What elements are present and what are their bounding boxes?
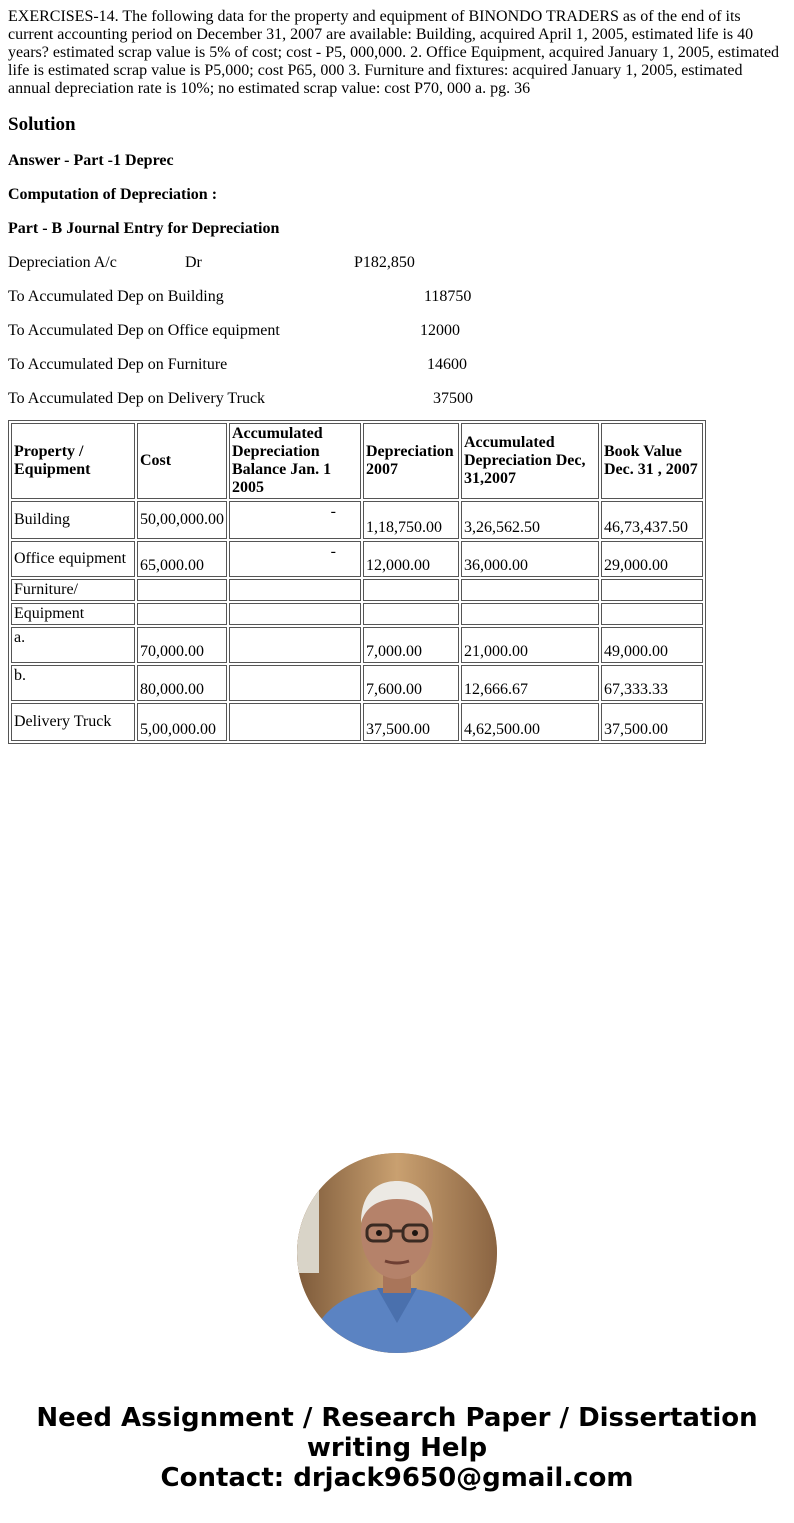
cell: 12,000.00 [363,541,459,577]
table-row [11,703,703,741]
credit-amount: 12000 [420,322,460,339]
depreciation-table [8,420,706,744]
table-row [11,603,703,625]
header-book-value: Book Value Dec. 31 , 2007 [601,423,703,499]
cell: 50,00,000.00 [137,501,227,539]
journal-credit-line [8,356,786,374]
cell [601,603,703,625]
cell: 67,333.33 [601,665,703,701]
contact-banner [0,1403,794,1493]
cell [461,603,599,625]
contact-email[interactable]: Contact: drjack9650@gmail.com [160,1463,634,1493]
credit-account: To Accumulated Dep on Delivery Truck [8,390,266,407]
table-row [11,541,703,577]
credit-account: To Accumulated Dep on Furniture [8,356,228,373]
cell: 21,000.00 [461,627,599,663]
cell [229,627,361,663]
solution-heading: Solution [8,114,76,135]
credit-amount: 14600 [427,356,467,373]
cell [363,603,459,625]
cell: Furniture/ [11,579,135,601]
journal-credit-line [8,288,786,306]
cell: Delivery Truck [11,703,135,741]
debit-dr: Dr [185,254,202,271]
cell: 29,000.00 [601,541,703,577]
table-header-row [11,423,703,499]
header-property: Property / Equipment [11,423,135,499]
cell: Equipment [11,603,135,625]
cell [601,579,703,601]
cell [229,703,361,741]
cell: 46,73,437.50 [601,501,703,539]
header-acc-dep-dec: Accumulated Depreciation Dec, 31,2007 [461,423,599,499]
cta-line: writing Help [306,1433,488,1463]
cell: - [229,501,361,539]
cell: b. [11,665,135,701]
header-dep-2007: Depreciation 2007 [363,423,459,499]
table-row [11,627,703,663]
journal-heading: Part - B Journal Entry for Depreciation [8,220,280,237]
cell: 65,000.00 [137,541,227,577]
header-acc-dep-jan: Accumulated Depreciation Balance Jan. 1 2005 [229,423,361,499]
cell: 12,666.67 [461,665,599,701]
cell: 37,500.00 [363,703,459,741]
cell: a. [11,627,135,663]
cell [229,603,361,625]
cell [137,603,227,625]
cell: Building [11,501,135,539]
credit-account: To Accumulated Dep on Building [8,288,224,305]
document-body [0,0,794,744]
cell: 70,000.00 [137,627,227,663]
cell [229,665,361,701]
cell [229,579,361,601]
author-photo-block [0,1153,794,1353]
cell [137,579,227,601]
credit-amount: 118750 [424,288,472,305]
credit-amount: 37500 [433,390,473,407]
cell [461,579,599,601]
computation-heading: Computation of Depreciation : [8,186,218,203]
cell: 36,000.00 [461,541,599,577]
answer-heading: Answer - Part -1 Deprec [8,152,174,169]
debit-amount: P182,850 [354,254,415,271]
journal-credit-line [8,322,786,340]
journal-debit-line [8,254,786,272]
cell: 7,600.00 [363,665,459,701]
cell: 1,18,750.00 [363,501,459,539]
cell: 80,000.00 [137,665,227,701]
debit-account: Depreciation A/c [8,254,117,271]
credit-account: To Accumulated Dep on Office equipment [8,322,280,339]
cell: Office equipment [11,541,135,577]
cta-line: Need Assignment / Research Paper / Dissertation [36,1403,758,1433]
cell: 49,000.00 [601,627,703,663]
header-cost: Cost [137,423,227,499]
cell: - [229,541,361,577]
cell: 5,00,000.00 [137,703,227,741]
table-row [11,501,703,539]
author-portrait-icon [297,1153,497,1353]
cell [363,579,459,601]
cell: 4,62,500.00 [461,703,599,741]
journal-credit-line [8,390,786,408]
exercise-question: EXERCISES-14. The following data for the property and equipment of BINONDO TRADERS as of the end of its current accounting period on December 31, 2007 are available: Building, acquired April 1, 2005, estimated life is 40 years? estimated scrap value is 5% of cost; cost - P5, 000,000. 2. Office Equipment, acquired January 1, 2005, estimated life is estimated scrap value is P5,000; cost P65, 000 3. Furniture and fixtures: acquired January 1, 2005, estimated annual depreciation rate is 10%; no estimated scrap value: cost P70, 000 a. pg. 36 [8,8,780,97]
cell: 3,26,562.50 [461,501,599,539]
cell: 37,500.00 [601,703,703,741]
table-row [11,579,703,601]
cell: 7,000.00 [363,627,459,663]
avatar [297,1153,497,1353]
table-row [11,665,703,701]
